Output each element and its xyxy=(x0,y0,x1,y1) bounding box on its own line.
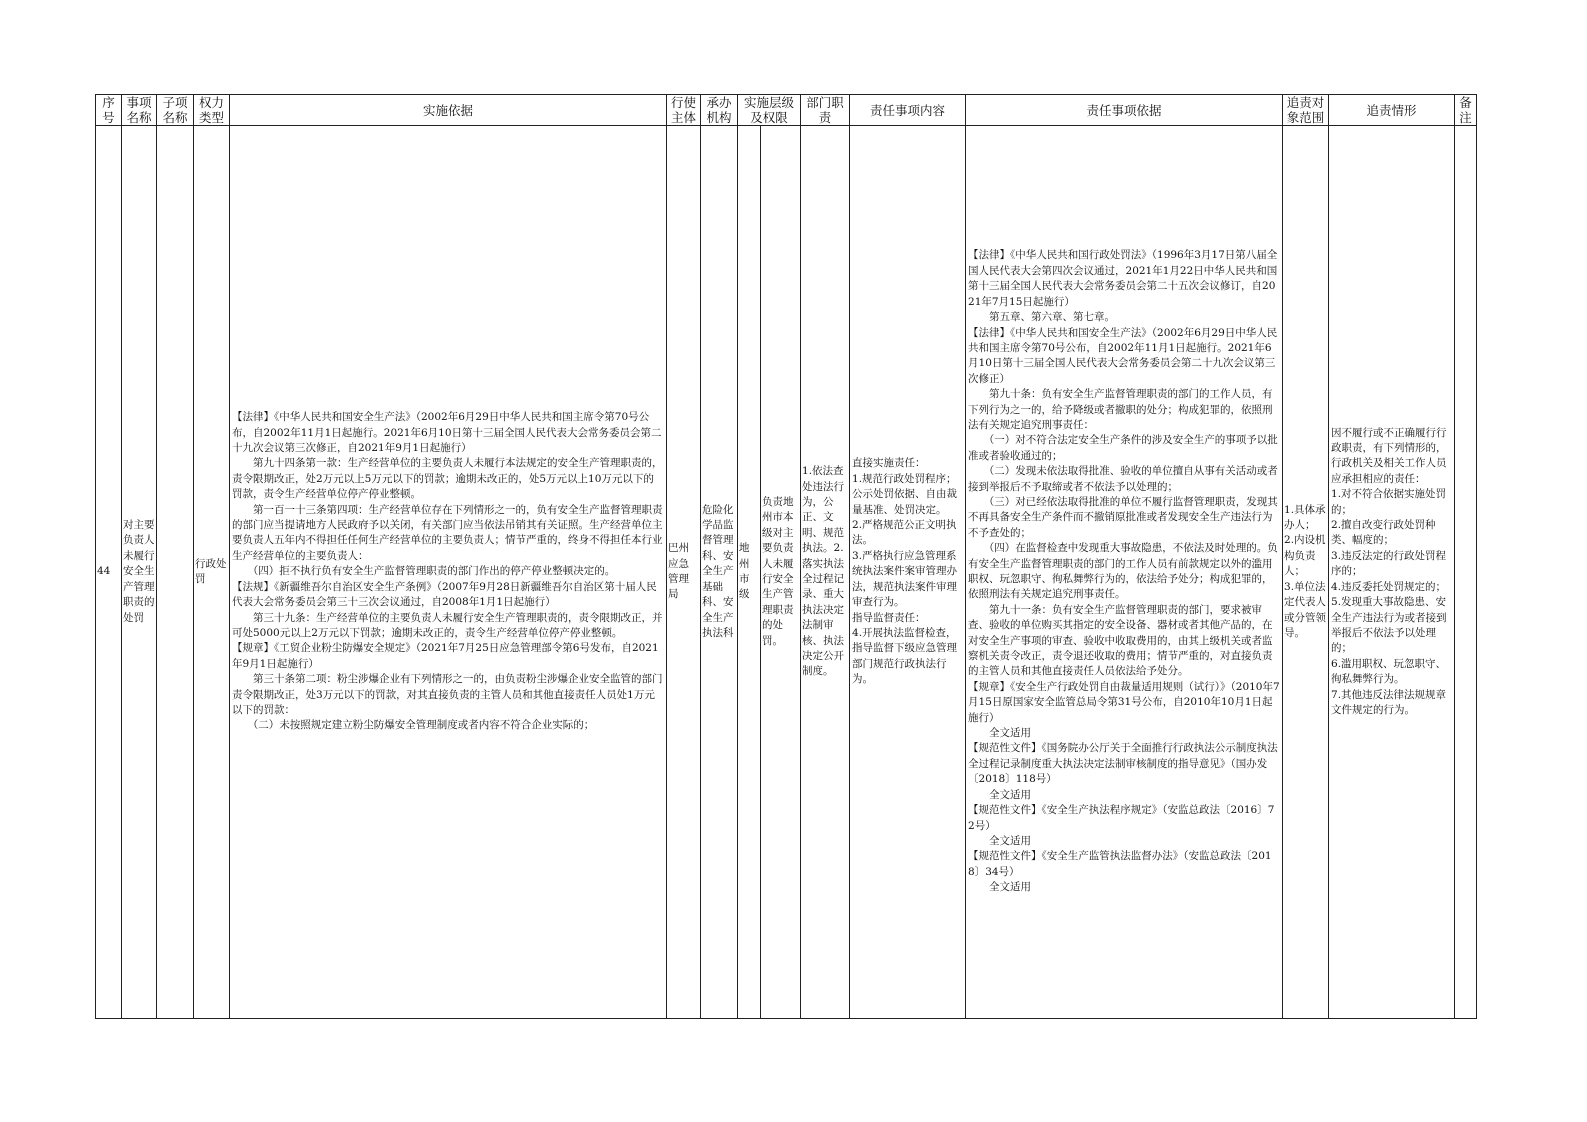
header-item-name: 事项名称 xyxy=(122,95,157,126)
cell-power-type: 行政处罚 xyxy=(194,126,230,1019)
cell-resp-content xyxy=(850,126,966,1019)
cell-level-b: 负责地州市本级对主要负责人未履行安全生产管理职责的处罚。 xyxy=(761,126,801,1019)
cell-resp-basis xyxy=(966,126,1283,1019)
table-header-row xyxy=(96,95,1477,126)
text-paragraph: 全文适用 xyxy=(968,881,1032,894)
header-level: 实施层级及权限 xyxy=(738,95,801,126)
text-paragraph: 1.具体承办人； xyxy=(1284,503,1326,532)
power-list-table xyxy=(95,94,1477,1019)
text-paragraph: 指导监督责任： xyxy=(852,611,926,624)
text-paragraph: 1.对不符合依据实施处罚的； xyxy=(1331,488,1447,516)
header-agency: 承办机构 xyxy=(701,95,738,126)
header-accountable-scope: 追责对象范围 xyxy=(1283,95,1329,126)
text-paragraph: 【规范性文件】《安全生产执法程序规定》（安监总政法〔2016〕72号） xyxy=(968,804,1275,832)
text-paragraph: 【法律】《中华人民共和国安全生产法》（2002年6月29日中华人民共和国主席令第70号公布，自2002年11月1日起施行。2021年6月10日第十三届全国人民代表大会常务委员会第二十九次会议第三次修正，自2021年9月1日起施行） xyxy=(232,411,662,455)
text-paragraph: 【法律】《中华人民共和国安全生产法》（2002年6月29日中华人民共和国主席令第70号公布，自2002年11月1日起施行。2021年6月10日第十三届全国人民代表大会常务委员会第二十九次会议第三次修正） xyxy=(968,326,1278,385)
text-paragraph: 全文适用 xyxy=(968,727,1032,740)
text-paragraph: 6.滥用职权、玩忽职守、徇私舞弊行为。 xyxy=(1331,657,1447,686)
header-remark: 备注 xyxy=(1455,95,1477,126)
text-paragraph: 【规章】《工贸企业粉尘防爆安全规定》（2021年7月25日应急管理部令第6号发布，自2021年9月1日起施行） xyxy=(232,642,659,670)
text-paragraph: 全文适用 xyxy=(968,788,1032,801)
text-paragraph: 2.内设机构负责人； xyxy=(1284,534,1326,578)
text-paragraph: 第九十四条第一款：生产经营单位的主要负责人未履行本法规定的安全生产管理职责的，责令限期改正，处2万元以上5万元以下的罚款；逾期未改正的，处5万元以上10万元以下的罚款，责令生产经营单位停产停业整顿。 xyxy=(232,457,663,501)
cell-accountable-scope xyxy=(1283,126,1329,1019)
text-paragraph: 2.擅自改变行政处罚种类、幅度的； xyxy=(1331,519,1436,547)
text-paragraph: 4.开展执法监督检查，指导监督下级应急管理部门规范行政执法行为。 xyxy=(852,626,958,686)
header-duty: 部门职责 xyxy=(801,95,850,126)
text-paragraph: 1.规范行政处罚程序；公示处罚依据、自由裁量基准、处罚决定。 xyxy=(852,472,958,516)
text-paragraph: 第九十条：负有安全生产监督管理职责的部门的工作人员，有下列行为之一的，给予降级或者撤职的处分；构成犯罪的，依照刑法有关规定追究刑事责任： xyxy=(968,388,1273,431)
text-paragraph: 直接实施责任： xyxy=(852,457,926,470)
cell-item-name: 对主要负责人未履行安全生产管理职责的处罚 xyxy=(122,126,157,1019)
cell-duty: 1.依法查处违法行为，公正、文明、规范执法。2.落实执法全过程记录、重大执法决定法制审核、执法决定公开制度。 xyxy=(801,126,850,1019)
text-paragraph: （四）拒不执行负有安全生产监督管理职责的部门作出的停产停业整顿决定的。 xyxy=(232,565,616,578)
header-power-type: 权力类型 xyxy=(194,95,230,126)
header-subject: 行使主体 xyxy=(667,95,701,126)
text-paragraph: （一）对不符合法定安全生产条件的涉及安全生产的事项予以批准或者验收通过的； xyxy=(968,434,1278,462)
cell-seq: 44 xyxy=(96,126,122,1019)
text-paragraph: 全文适用 xyxy=(968,834,1032,847)
cell-accountable-case xyxy=(1329,126,1455,1019)
header-accountable-case: 追责情形 xyxy=(1329,95,1455,126)
text-paragraph: 2.严格规范公正文明执法。 xyxy=(852,519,957,547)
text-paragraph: 3.违反法定的行政处罚程序的； xyxy=(1331,549,1447,578)
cell-level-a: 地州市级 xyxy=(738,126,761,1019)
text-paragraph: 【规范性文件】《国务院办公厅关于全面推行行政执法公示制度执法全过程记录制度重大执法决定法制审核制度的指导意见》（国办发〔2018〕118号） xyxy=(968,742,1278,786)
text-paragraph: 因不履行或不正确履行行政职责，有下列情形的，行政机关及相关工作人员应承担相应的责任： xyxy=(1331,426,1447,485)
text-paragraph: 第三十九条：生产经营单位的主要负责人未履行安全生产管理职责的，责令限期改正，并可处5000元以上2万元以下罚款；逾期未改正的，责令生产经营单位停产停业整顿。 xyxy=(232,611,663,639)
text-paragraph: （四）在监督检查中发现重大事故隐患，不依法及时处理的。负有安全生产监督管理职责的部门的工作人员有前款规定以外的滥用职权、玩忽职守、徇私舞弊行为的，依法给予处分；构成犯罪的，依照刑法有关规定追究刑事责任。 xyxy=(968,542,1278,601)
cell-sub-item xyxy=(157,126,194,1019)
header-basis: 实施依据 xyxy=(230,95,667,126)
text-paragraph: 【法规】《新疆维吾尔自治区安全生产条例》（2007年9月28日新疆维吾尔自治区第十届人民代表大会常务委员会第三十三次会议通过，自2008年1月1日起施行） xyxy=(232,580,657,609)
text-paragraph: 第五章、第六章、第七章。 xyxy=(968,311,1116,324)
header-resp-content: 责任事项内容 xyxy=(850,95,966,126)
table-row xyxy=(96,126,1477,1019)
header-sub-item: 子项名称 xyxy=(157,95,194,126)
header-seq: 序号 xyxy=(96,95,122,126)
text-paragraph: 第一百一十三条第四项：生产经营单位存在下列情形之一的，负有安全生产监督管理职责的部门应当提请地方人民政府予以关闭，有关部门应当依法吊销其有关证照。生产经营单位主要负责人五年内不得担任任何生产经营单位的主要负责人；情节严重的，终身不得担任本行业生产经营单位的主要负责人： xyxy=(232,503,663,562)
cell-remark xyxy=(1455,126,1477,1019)
text-paragraph: 3.单位法定代表人或分管领导。 xyxy=(1284,580,1327,639)
cell-basis xyxy=(230,126,667,1019)
text-paragraph: 第九十一条：负有安全生产监督管理职责的部门，要求被审查、验收的单位购买其指定的安全设备、器材或者其他产品的，在对安全生产事项的审查、验收中收取费用的，由其上级机关或者监察机关责令改正，责令退还收取的费用；情节严重的，对直接负责的主管人员和其他直接责任人员依法给予处分。 xyxy=(968,603,1273,678)
text-paragraph: 【规章】《安全生产行政处罚自由裁量适用规则（试行）》（2010年7月15日原国家安全监管总局令第31号公布，自2010年10月1日起施行） xyxy=(968,680,1280,724)
header-resp-basis: 责任事项依据 xyxy=(966,95,1283,126)
text-paragraph: 【法律】《中华人民共和国行政处罚法》（1996年3月17日第八届全国人民代表大会第四次会议通过，2021年1月22日中华人民共和国第十三届全国人民代表大会常务委员会第二十五次会议修订，自2021年7月15日起施行） xyxy=(968,249,1278,308)
text-paragraph: 4.违反委托处罚规定的； xyxy=(1331,580,1447,593)
text-paragraph: （二）未按照规定建立粉尘防爆安全管理制度或者内容不符合企业实际的； xyxy=(232,719,595,732)
text-paragraph: 5.发现重大事故隐患、安全生产违法行为或者接到举报后不依法予以处理的； xyxy=(1331,596,1447,655)
text-paragraph: （二）发现未依法取得批准、验收的单位擅自从事有关活动或者接到举报后不予取缔或者不依法予以处理的； xyxy=(968,465,1278,493)
text-paragraph: 7.其他违反法律法规规章文件规定的行为。 xyxy=(1331,688,1447,716)
text-paragraph: （三）对已经依法取得批准的单位不履行监督管理职责，发现其不再具备安全生产条件而不撤销原批准或者发现安全生产违法行为不予查处的； xyxy=(968,495,1278,539)
text-paragraph: 【规范性文件】《安全生产监管执法监督办法》（安监总政法〔2018〕34号） xyxy=(968,850,1272,878)
text-paragraph: 3.严格执行应急管理系统执法案件案审管理办法，规范执法案件审理审查行为。 xyxy=(852,549,958,609)
text-paragraph: 第三十条第二项：粉尘涉爆企业有下列情形之一的，由负责粉尘涉爆企业安全监管的部门责令限期改正，处3万元以下的罚款，对其直接负责的主管人员和其他直接责任人员处1万元以下的罚款： xyxy=(232,673,663,716)
cell-agency: 危险化学品监督管理科、安全生产基础科、安全生产执法科 xyxy=(701,126,738,1019)
cell-subject: 巴州应急管理局 xyxy=(667,126,701,1019)
